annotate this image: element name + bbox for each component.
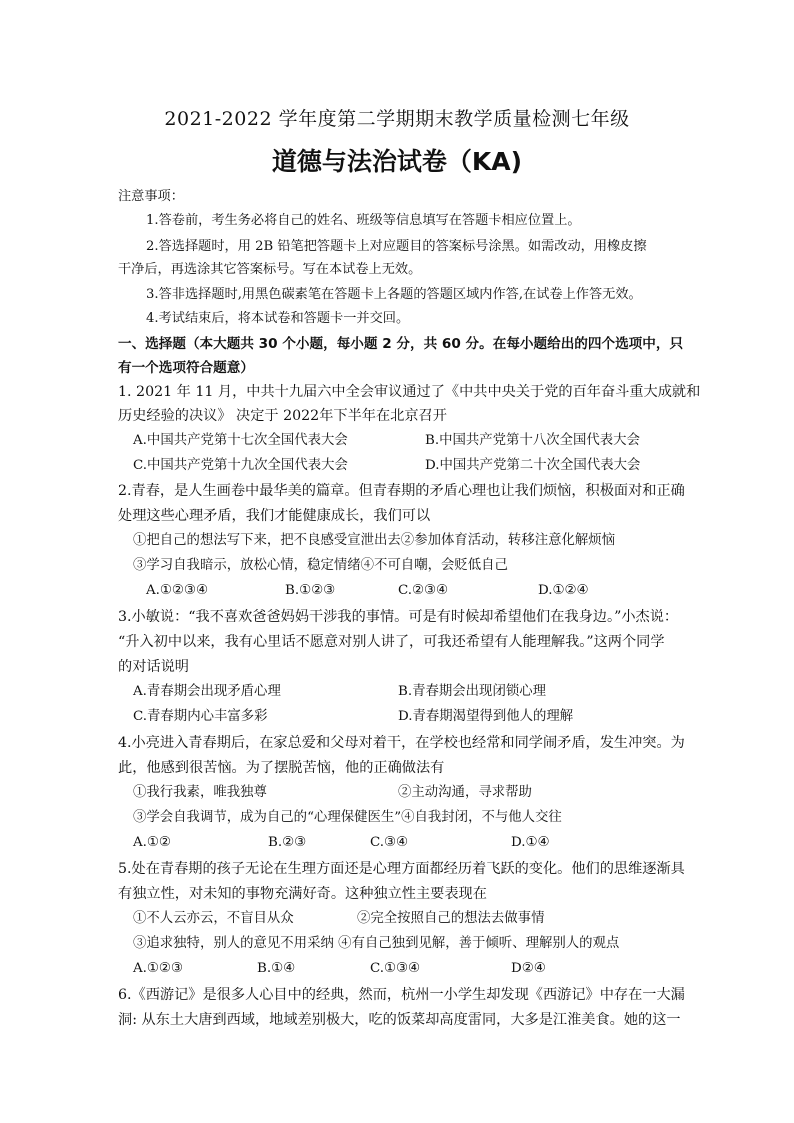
note-3: 3.答非选择题时,用黑色碳素笔在答题卡上各题的答题区域内作答,在试卷上作答无效。	[146, 287, 642, 302]
question-5-line1: 5.处在青春期的孩子无论在生理方面还是心理方面都经历着飞跃的变化。他们的思维逐渐具	[118, 861, 685, 877]
section-heading-line1: 一、选择题（本大题共 30 个小题，每小题 2 分，共 60 分。在每小题给出的四个选项中，只	[118, 336, 684, 352]
question-6-line2: 洞: 从东土大唐到西域，地域差别极大，吃的饭菜却高度雷同，大多是江淮美食。她的这一	[118, 1012, 681, 1028]
question-5-option-d: D②④	[511, 961, 546, 976]
question-5-statement-3: ③追求独特，别人的意见不用采纳 ④有自己独到见解，善于倾听、理解别人的观点	[133, 936, 620, 951]
question-5-option-c: C.①③④	[370, 961, 421, 976]
question-3-line2: “升入初中以来，我有心里话不愿意对别人讲了，可我还希望有人能理解我。”这两个同学	[118, 634, 665, 650]
question-2-statement-2: ③学习自我暗示，放松心情，稳定情绪④不可自嘲，会贬低自己	[133, 558, 508, 573]
question-4-line1: 4.小亮进入青春期后，在家总爱和父母对着干，在学校也经常和同学闹矛盾，发生冲突。为	[118, 735, 685, 751]
question-4-line2: 此，他感到很苦恼。为了摆脱苦恼，他的正确做法有	[118, 760, 445, 776]
note-1: 1.答卷前，考生务必将自己的姓名、班级等信息填写在答题卡相应位置上。	[146, 213, 581, 228]
question-1-option-b: B.中国共产党第十八次全国代表大会	[425, 433, 640, 448]
question-2-line2: 处理这些心理矛盾，我们才能健康成长，我们可以	[118, 508, 431, 524]
note-2b: 干净后，再选涂其它答案标号。写在本试卷上无效。	[118, 262, 422, 277]
question-2-line1: 2.青春，是人生画卷中最华美的篇章。但青春期的矛盾心理也让我们烦恼，积极面对和正确	[118, 483, 685, 499]
question-4-statement-1: ①我行我素，唯我独尊	[133, 785, 267, 800]
question-2-option-b: B.①②③	[285, 583, 336, 598]
question-4-statement-3: ③学会自我调节，成为自己的“心理保健医生”④自我封闭，不与他人交往	[133, 810, 562, 825]
question-1-line1: 1. 2021 年 11 月，中共十九届六中全会审议通过了《中共中央关于党的百年奋斗重大成就和	[118, 384, 701, 400]
question-3-option-d: D.青春期渴望得到他人的理解	[398, 709, 574, 724]
question-3-line1: 3.小敏说：“我不喜欢爸爸妈妈干涉我的事情。可是有时候却希望他们在我身边。”小杰说：	[118, 609, 679, 625]
exam-title: 2021-2022 学年度第二学期期末教学质量检测七年级	[164, 108, 630, 130]
question-2-option-c: C.②③④	[398, 583, 449, 598]
question-5-option-a: A.①②③	[133, 961, 183, 976]
section-heading-line2: 有一个选项符合题意）	[118, 360, 254, 376]
note-4: 4.考试结束后，将本试卷和答题卡一并交回。	[146, 311, 410, 326]
notes-heading: 注意事项：	[118, 189, 184, 204]
question-2-statement-1: ①把自己的想法写下来，把不良感受宣泄出去②参加体育活动，转移注意化解烦恼	[133, 533, 616, 548]
question-4-statement-2: ②主动沟通，寻求帮助	[398, 785, 532, 800]
question-3-option-b: B.青春期会出现闭锁心理	[398, 684, 547, 699]
exam-subtitle: 道德与法治试卷（KA)	[271, 147, 523, 176]
question-3-option-c: C.青春期内心丰富多彩	[133, 709, 268, 724]
question-6-line1: 6.《西游记》是很多人心目中的经典，然而，杭州一小学生却发现《西游记》中存在一大漏	[118, 987, 685, 1003]
question-4-option-d: D.①④	[511, 835, 550, 850]
question-1-option-c: C.中国共产党第十九次全国代表大会	[133, 458, 348, 473]
question-3-option-a: A.青春期会出现矛盾心理	[133, 684, 281, 699]
note-2a: 2.答选择题时，用 2B 铅笔把答题卡上对应题目的答案标号涂黑。如需改动，用橡皮擦	[146, 239, 647, 254]
question-2-option-a: A.①②③④	[146, 583, 208, 598]
question-5-option-b: B.①④	[257, 961, 296, 976]
question-1-option-d: D.中国共产党第二十次全国代表大会	[425, 458, 641, 473]
question-3-line3: 的对话说明	[118, 659, 189, 675]
question-2-option-d: D.①②④	[538, 583, 589, 598]
question-5-line2: 有独立性，对未知的事物充满好奇。这种独立性主要表现在	[118, 886, 487, 902]
question-1-line2: 历史经验的决议》 决定于 2022年下半年在北京召开	[118, 408, 447, 424]
question-1-option-a: A.中国共产党第十七次全国代表大会	[133, 433, 348, 448]
question-5-statement-2: ②完全按照自己的想法去做事情	[357, 911, 545, 926]
question-4-option-c: C.③④	[370, 835, 409, 850]
question-5-statement-1: ①不人云亦云，不盲目从众	[133, 911, 294, 926]
question-4-option-a: A.①②	[133, 835, 171, 850]
question-4-option-b: B.②③	[268, 835, 307, 850]
